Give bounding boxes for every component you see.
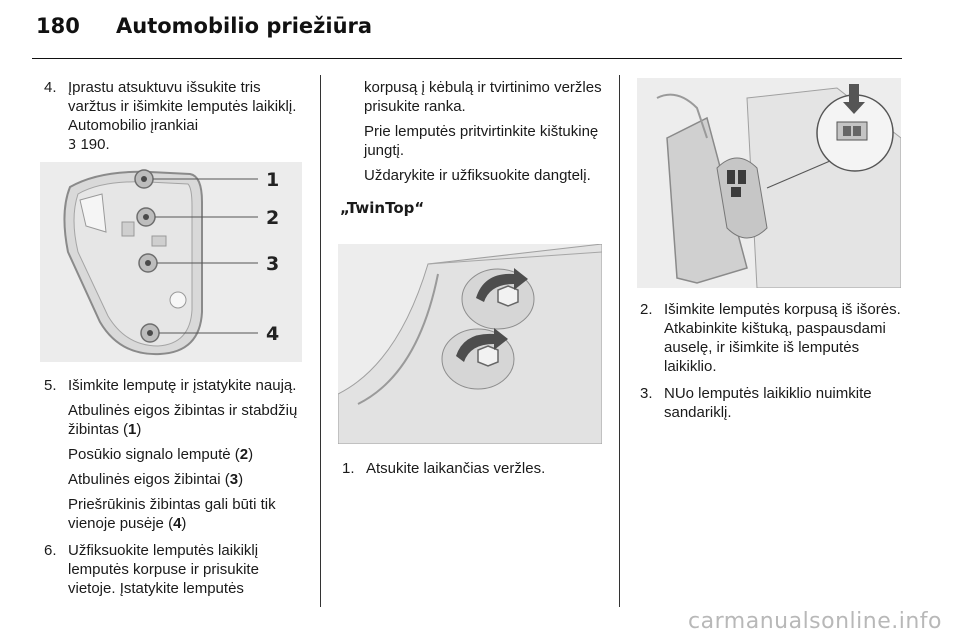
page-header <box>36 14 372 38</box>
bulb-2-note: Posūkio signalo lemputė (2) <box>68 446 254 463</box>
section-heading: „TwinTop“ <box>340 199 425 217</box>
bulb-3-note: Atbulinės eigos žibintai (3) <box>68 471 244 488</box>
step-5 <box>44 376 306 533</box>
callout-label-1: 1 <box>266 169 280 191</box>
twintop-nuts-illustration <box>338 244 602 444</box>
step-number: 6. <box>44 542 57 559</box>
step-text: Įprastu atsuktuvu išsukite tris varžtus ir išimkite lemputės laikiklį. Automobilio įrankiai <box>68 79 297 134</box>
paragraph-connector: Prie lemputės pritvirtinkite kištukinę jungtį. <box>364 123 599 159</box>
page-title: Automobilio priežiūra <box>116 14 373 38</box>
column-divider-1 <box>320 75 321 607</box>
step-text: Atsukite laikančias veržles. <box>366 460 546 477</box>
column-3 <box>640 300 902 430</box>
paragraph-cover: Uždarykite ir užfiksuokite dangtelį. <box>364 167 591 184</box>
step-2 <box>640 300 902 376</box>
column-divider-2 <box>619 75 620 607</box>
connector-illustration <box>637 78 901 288</box>
lamp-holder-illustration <box>40 162 302 362</box>
step-number: 3. <box>640 385 653 402</box>
column-1-lower <box>44 376 306 606</box>
step-4 <box>44 78 306 155</box>
paragraph-housing: korpusą į kėbulą ir tvirtinimo veržles prisukite ranka. <box>364 79 602 115</box>
page-ref-link[interactable]: 190. <box>80 136 110 153</box>
column-2 <box>340 78 605 218</box>
header-rule <box>32 58 902 59</box>
twintop-nuts-figure <box>338 244 602 444</box>
step-text: NUo lemputės laikiklio nuimkite sandariklį. <box>664 385 872 421</box>
step-3 <box>640 384 902 422</box>
column-2-lower <box>342 459 607 486</box>
column-1 <box>44 78 306 163</box>
step-text: Išimkite lemputės korpusą iš išorės. Atkabinkite kištuką, paspausdami auselę, ir išimkite iš lemputės laikiklio. <box>664 301 901 375</box>
connector-figure <box>637 78 901 288</box>
callout-label-2: 2 <box>266 207 280 229</box>
step-number: 4. <box>44 79 57 96</box>
page-number: 180 <box>36 14 80 38</box>
lamp-holder-figure <box>40 162 302 362</box>
step-6 <box>44 541 306 598</box>
bulb-4-note: Priešrūkinis žibintas gali būti tik vienoje pusėje (4) <box>68 496 276 532</box>
step-number: 2. <box>640 301 653 318</box>
bulb-1-note: Atbulinės eigos žibintas ir stabdžių žibintas (1) <box>68 402 298 438</box>
step-twintop-1 <box>342 459 607 478</box>
step-text: Išimkite lemputę ir įstatykite naują. <box>68 377 297 394</box>
callout-label-4: 4 <box>266 323 280 345</box>
step-number: 1. <box>342 460 355 477</box>
watermark: carmanualsonline.info <box>688 609 942 634</box>
step-number: 5. <box>44 377 57 394</box>
step-text: Užfiksuokite lemputės laikiklį lemputės korpuse ir prisukite vietoje. Įstatykite lemputės <box>68 542 259 597</box>
page-ref-arrow-icon: 3 <box>68 138 77 153</box>
callout-label-3: 3 <box>266 253 280 275</box>
